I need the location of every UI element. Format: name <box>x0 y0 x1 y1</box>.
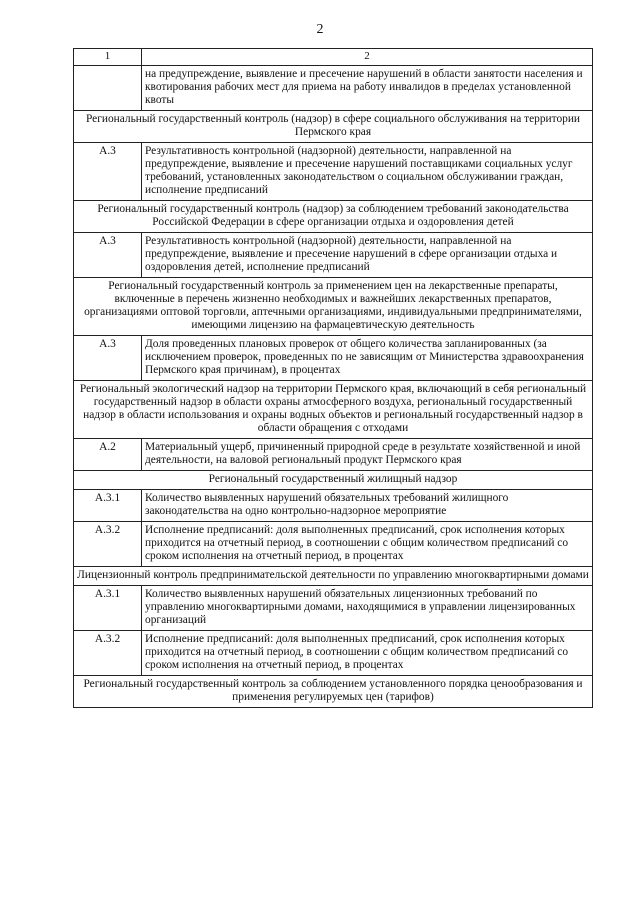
section-title: Региональный государственный контроль (надзор) в сфере социального обслуживания на территории Пермского края <box>74 111 593 143</box>
indicator-text: Количество выявленных нарушений обязательных требований жилищного законодательства на одно контрольно-надзорное мероприятие <box>142 490 593 522</box>
indicator-code: А.3.2 <box>74 631 142 676</box>
table-row <box>74 66 593 111</box>
column-header-1: 1 <box>74 49 142 66</box>
section-title: Региональный государственный контроль (надзор) за соблюдением требований законодательства Российской Федерации в сфере организации отдыха и оздоровления детей <box>74 201 593 233</box>
indicator-text: Результативность контрольной (надзорной) деятельности, направленной на предупреждение, выявление и пресечение нарушений в сфере организации отдыха и оздоровления детей, исполнение предписаний <box>142 233 593 278</box>
indicator-code: А.3 <box>74 336 142 381</box>
table-row <box>74 233 593 278</box>
section-title: Региональный государственный контроль за соблюдением установленного порядка ценообразования и применения регулируемых цен (тарифов) <box>74 676 593 708</box>
section-title: Региональный государственный контроль за применением цен на лекарственные препараты, включенные в перечень жизненно необходимых и важнейших лекарственных препаратов, организациями оптовой торговли, аптечными организациями, индивидуальными предпринимателями, имеющими лицензию на фармацевтическую деятельность <box>74 278 593 336</box>
section-row <box>74 567 593 586</box>
section-row <box>74 201 593 233</box>
indicator-text: Доля проведенных плановых проверок от общего количества запланированных (за исключением проверок, проведенных по не зависящим от Министерства здравоохранения Пермского края причинам), в процентах <box>142 336 593 381</box>
table-row <box>74 490 593 522</box>
indicator-text: Материальный ущерб, причиненный природной среде в результате хозяйственной и иной деятельности, на валовой региональный продукт Пермского края <box>142 439 593 471</box>
table-row <box>74 143 593 201</box>
indicator-code <box>74 66 142 111</box>
section-row <box>74 111 593 143</box>
section-row <box>74 381 593 439</box>
table-row <box>74 522 593 567</box>
table-row <box>74 631 593 676</box>
column-header-2: 2 <box>142 49 593 66</box>
indicator-code: А.3 <box>74 233 142 278</box>
page-number: 2 <box>316 22 324 37</box>
section-title: Региональный экологический надзор на территории Пермского края, включающий в себя региональный государственный надзор в области охраны атмосферного воздуха, региональный государственный надзор в области использования и охраны водных объектов и региональный государственный надзор в области обращения с отходами <box>74 381 593 439</box>
indicator-code: А.3.1 <box>74 586 142 631</box>
indicator-text: Результативность контрольной (надзорной) деятельности, направленной на предупреждение, выявление и пресечение нарушений поставщиками социальных услуг требований, установленных законодательством о социальном обслуживании граждан, исполнение предписаний <box>142 143 593 201</box>
section-title: Лицензионный контроль предпринимательской деятельности по управлению многоквартирными домами <box>74 567 593 586</box>
indicator-text: Исполнение предписаний: доля выполненных предписаний, срок исполнения которых приходится на отчетный период, в соотношении с общим количеством предписаний со сроком исполнения на отчетный период, в процентах <box>142 522 593 567</box>
indicator-code: А.3 <box>74 143 142 201</box>
indicator-code: А.3.1 <box>74 490 142 522</box>
section-row <box>74 676 593 708</box>
table-row <box>74 336 593 381</box>
indicator-text: на предупреждение, выявление и пресечение нарушений в области занятости населения и квотирования рабочих мест для приема на работу инвалидов в пределах установленной квоты <box>142 66 593 111</box>
table-row <box>74 586 593 631</box>
table-header-row <box>74 49 593 66</box>
table-row <box>74 439 593 471</box>
indicator-text: Исполнение предписаний: доля выполненных предписаний, срок исполнения которых приходится на отчетный период, в соотношении с общим количеством предписаний со сроком исполнения на отчетный период, в процентах <box>142 631 593 676</box>
indicator-code: А.3.2 <box>74 522 142 567</box>
section-row <box>74 278 593 336</box>
indicator-text: Количество выявленных нарушений обязательных лицензионных требований по управлению многоквартирными домами, находящимися в управлении лицензированных организаций <box>142 586 593 631</box>
section-title: Региональный государственный жилищный надзор <box>74 471 593 490</box>
indicators-table <box>73 48 593 708</box>
indicator-code: А.2 <box>74 439 142 471</box>
section-row <box>74 471 593 490</box>
